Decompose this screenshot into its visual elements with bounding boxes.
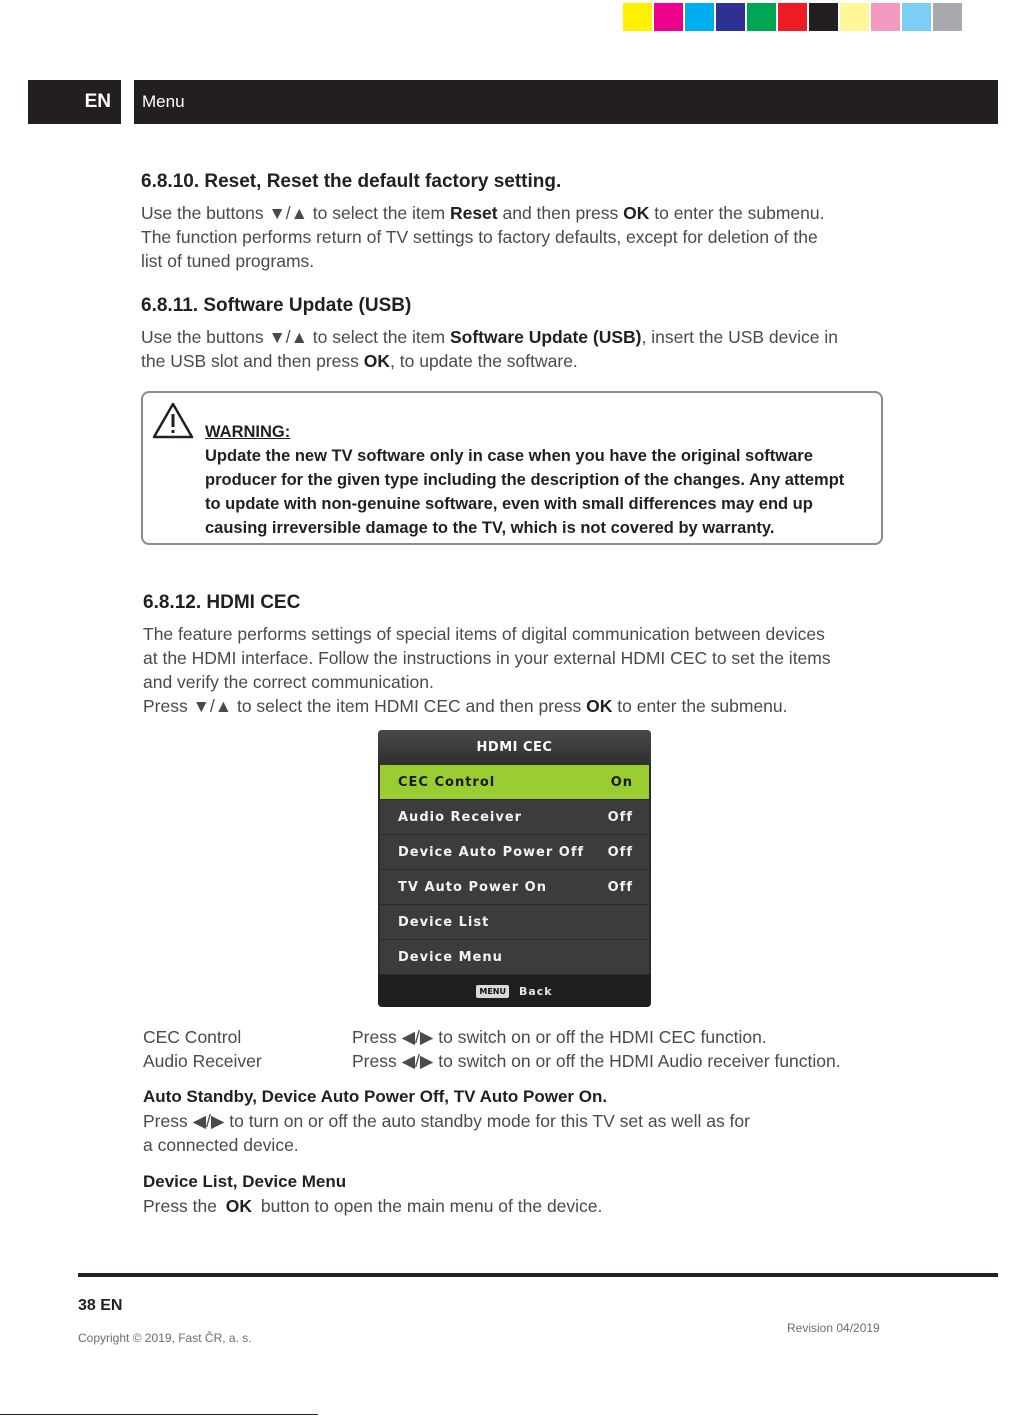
cec-text-c: to enter the submenu. <box>612 696 788 716</box>
color-swatch <box>685 3 714 31</box>
menu-item-audio-receiver[interactable] <box>380 800 649 834</box>
hdmi-cec-line-1: The feature performs settings of special items of digital communication between devices <box>143 624 825 644</box>
menu-item-value: Off <box>607 809 633 825</box>
reset-text-c: and then press <box>497 203 624 223</box>
menu-item-label: TV Auto Power On <box>398 879 547 895</box>
device-list-heading: Device List, Device Menu <box>143 1172 347 1191</box>
reset-line-1 <box>141 201 825 225</box>
menu-item-value: Off <box>607 844 633 860</box>
warning-title: WARNING: <box>205 423 291 441</box>
color-swatch <box>778 3 807 31</box>
su-item-name: Software Update (USB) <box>449 327 642 347</box>
menu-item-label: Audio Receiver <box>398 809 523 825</box>
hdmi-cec-heading: 6.8.12. HDMI CEC <box>143 592 301 613</box>
color-swatch <box>716 3 745 31</box>
reset-item-name: Reset <box>449 203 498 223</box>
ok-key-label: OK <box>586 696 613 716</box>
dl-text-c: button to open the main menu of the device. <box>256 1196 603 1216</box>
color-swatch <box>809 3 838 31</box>
page-number: 38 EN <box>78 1297 123 1314</box>
auto-standby-line-2: a connected device. <box>143 1135 299 1155</box>
auto-standby-heading: Auto Standby, Device Auto Power Off, TV Auto Power On. <box>143 1087 608 1106</box>
auto-standby-line-1: Press ◀/▶ to turn on or off the auto standby mode for this TV set as well as for <box>143 1111 750 1131</box>
def-desc-audio-receiver: Press ◀/▶ to switch on or off the HDMI Audio receiver function. <box>352 1051 841 1071</box>
color-swatch <box>902 3 931 31</box>
menu-item-label: Device Auto Power Off <box>398 844 585 860</box>
menu-item-label: Device Menu <box>398 949 503 965</box>
color-swatch <box>623 3 652 31</box>
color-calibration-bar <box>623 3 962 31</box>
hdmi-cec-line-2: at the HDMI interface. Follow the instructions in your external HDMI CEC to set the items <box>143 648 831 668</box>
revision: Revision 04/2019 <box>787 1321 880 1335</box>
software-update-line-2 <box>141 349 578 373</box>
su-text-2c: , to update the software. <box>390 351 578 371</box>
copyright: Copyright © 2019, Fast ČR, a. s. <box>78 1331 252 1345</box>
bottom-rule <box>0 1414 318 1415</box>
warning-line-4: causing irreversible damage to the TV, which is not covered by warranty. <box>205 519 775 537</box>
warning-line-1: Update the new TV software only in case when you have the original software <box>205 447 813 465</box>
device-list-line-1 <box>143 1194 602 1218</box>
ok-key-label: OK <box>623 203 650 223</box>
ok-key-label: OK <box>225 1196 253 1216</box>
warning-line-3: to update with non-genuine software, even with small differences may end up <box>205 495 813 513</box>
hdmi-cec-line-3: and verify the correct communication. <box>143 672 434 692</box>
cec-text-a: Press ▼/▲ to select the item HDMI CEC and then press <box>143 696 587 716</box>
color-swatch <box>840 3 869 31</box>
reset-line-3: list of tuned programs. <box>141 251 315 271</box>
reset-text-e: to enter the submenu. <box>649 203 825 223</box>
language-label: EN <box>84 91 111 112</box>
hdmi-cec-menu <box>378 730 651 1007</box>
menu-item-value: On <box>610 774 633 790</box>
def-desc-cec-control: Press ◀/▶ to switch on or off the HDMI CEC function. <box>352 1027 767 1047</box>
def-term-audio-receiver: Audio Receiver <box>143 1051 262 1071</box>
su-text-2a: the USB slot and then press <box>141 351 364 371</box>
menu-item-device-auto-power-off[interactable] <box>380 835 649 869</box>
menu-footer <box>378 975 651 1007</box>
menu-item-label: CEC Control <box>398 774 496 790</box>
menu-item-device-list[interactable] <box>380 905 649 939</box>
menu-item-label: Device List <box>398 914 490 930</box>
color-swatch <box>654 3 683 31</box>
warning-line-2: producer for the given type including the description of the changes. Any attempt <box>205 471 845 489</box>
color-swatch <box>747 3 776 31</box>
su-text-a: Use the buttons ▼/▲ to select the item <box>141 327 450 347</box>
menu-key-icon: MENU <box>476 985 509 998</box>
su-text-c: , insert the USB device in <box>641 327 838 347</box>
footer-rule <box>78 1273 998 1277</box>
color-swatch <box>871 3 900 31</box>
color-swatch <box>933 3 962 31</box>
ok-key-label: OK <box>363 351 391 371</box>
software-update-heading: 6.8.11. Software Update (USB) <box>141 295 412 316</box>
warning-text <box>205 420 844 540</box>
section-header-bar <box>134 80 998 124</box>
menu-item-cec-control[interactable] <box>380 765 649 799</box>
menu-item-value: Off <box>607 879 633 895</box>
menu-item-tv-auto-power-on[interactable] <box>380 870 649 904</box>
reset-heading: 6.8.10. Reset, Reset the default factory setting. <box>141 171 562 192</box>
language-tab <box>28 80 121 124</box>
section-title: Menu <box>142 92 185 111</box>
hdmi-cec-line-4 <box>143 694 788 718</box>
menu-item-device-menu[interactable] <box>380 940 649 974</box>
warning-icon <box>152 401 194 439</box>
back-label[interactable]: Back <box>518 984 553 998</box>
reset-text-a: Use the buttons ▼/▲ to select the item <box>141 203 450 223</box>
reset-line-2: The function performs return of TV settings to factory defaults, except for deletion of the <box>141 227 818 247</box>
menu-title: HDMI CEC <box>378 730 651 765</box>
dl-text-a: Press the <box>143 1196 222 1216</box>
software-update-line-1 <box>141 325 838 349</box>
def-term-cec-control: CEC Control <box>143 1027 242 1047</box>
